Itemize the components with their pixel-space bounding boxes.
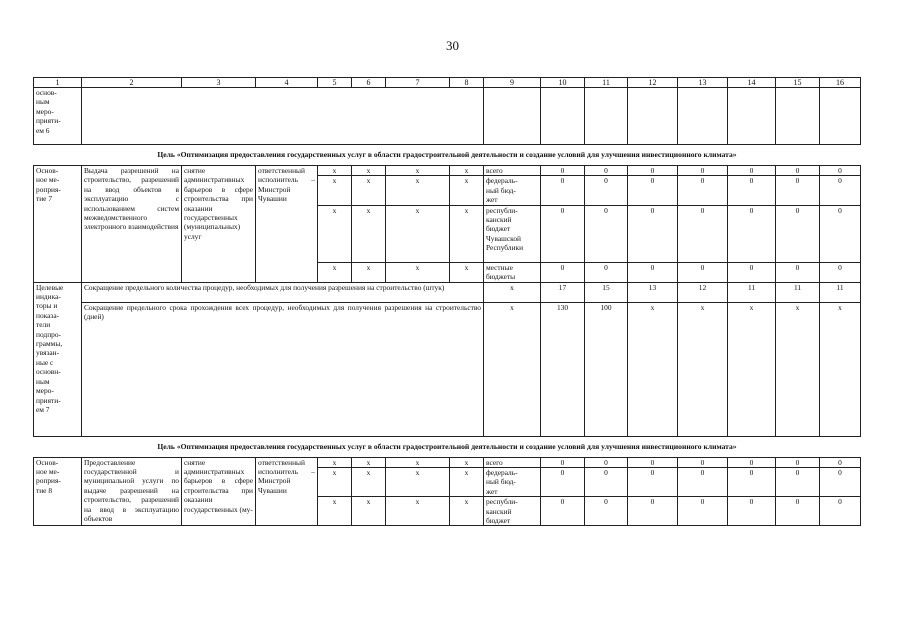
- column-number: 5: [318, 78, 352, 88]
- code-cell: x: [352, 166, 386, 176]
- funding-source: всего: [484, 166, 541, 176]
- value-cell: 0: [776, 205, 820, 262]
- indicator-row: [34, 282, 861, 302]
- value-cell: 0: [820, 176, 861, 205]
- code-cell: x: [450, 176, 484, 205]
- code-cell: x: [386, 497, 450, 526]
- indicator-value: 15: [585, 282, 628, 302]
- measure-label: Основ- ное ме- роприя- тие 7: [34, 166, 82, 283]
- value-cell: 0: [628, 205, 678, 262]
- value-cell: 0: [678, 468, 728, 497]
- code-cell: x: [450, 497, 484, 526]
- value-cell: 0: [776, 457, 820, 467]
- code-cell: x: [318, 497, 352, 526]
- code-cell: x: [386, 205, 450, 262]
- value-cell: 0: [585, 468, 628, 497]
- value-cell: 0: [678, 176, 728, 205]
- value-cell: 0: [678, 205, 728, 262]
- indicator-value: 100: [585, 302, 628, 436]
- column-number: 2: [82, 78, 182, 88]
- measure-target: снятие административных барьеров в сфере строительства при оказании государственных (муниципальных) услуг: [182, 166, 256, 283]
- indicator-value: 11: [776, 282, 820, 302]
- indicator-mark: x: [484, 302, 541, 436]
- table-row: [34, 166, 861, 176]
- column-number: 9: [484, 78, 541, 88]
- code-cell: x: [386, 166, 450, 176]
- empty-cell: [82, 88, 484, 145]
- code-cell: x: [318, 176, 352, 205]
- value-cell: 0: [541, 262, 585, 282]
- column-number: 11: [585, 78, 628, 88]
- value-cell: 0: [728, 176, 776, 205]
- goal-row: [34, 145, 861, 166]
- code-cell: x: [318, 262, 352, 282]
- value-cell: 0: [728, 262, 776, 282]
- indicator-value: x: [728, 302, 776, 436]
- indicator-value: 12: [678, 282, 728, 302]
- value-cell: 0: [776, 262, 820, 282]
- value-cell: 0: [728, 205, 776, 262]
- indicator-row: [34, 302, 861, 436]
- column-number: 13: [678, 78, 728, 88]
- code-cell: x: [450, 205, 484, 262]
- value-cell: 0: [541, 205, 585, 262]
- value-cell: 0: [585, 497, 628, 526]
- column-number: 8: [450, 78, 484, 88]
- value-cell: 0: [820, 166, 861, 176]
- measure-name: Предоставление государственной и муниципальной услуги по выдаче разрешений на строительство, разрешений на ввод в эксплуатацию объектов: [82, 457, 182, 526]
- value-cell: 0: [728, 497, 776, 526]
- code-cell: x: [352, 176, 386, 205]
- column-number: 4: [256, 78, 318, 88]
- code-cell: x: [318, 468, 352, 497]
- goal-heading: Цель «Оптимизация предоставления государственных услуг в области градостроительной деятельности и создание условий для улучшения инвестиционного климата»: [34, 436, 861, 457]
- empty-cell: [585, 88, 628, 145]
- value-cell: 0: [585, 262, 628, 282]
- measure-target: снятие административных барьеров в сфере строительства при оказании государственных (му-: [182, 457, 256, 526]
- column-number: 16: [820, 78, 861, 88]
- value-cell: 0: [678, 166, 728, 176]
- indicator-value: 130: [541, 302, 585, 436]
- column-number: 12: [628, 78, 678, 88]
- code-cell: x: [450, 457, 484, 467]
- page-number: 30: [446, 38, 459, 53]
- code-cell: x: [318, 166, 352, 176]
- table-row: [34, 88, 861, 145]
- value-cell: 0: [776, 468, 820, 497]
- code-cell: x: [352, 205, 386, 262]
- measure-label: основ- ным меро- прияти- ем 6: [34, 88, 82, 145]
- value-cell: 0: [628, 468, 678, 497]
- value-cell: 0: [541, 497, 585, 526]
- code-cell: x: [318, 205, 352, 262]
- value-cell: 0: [820, 262, 861, 282]
- code-cell: x: [352, 262, 386, 282]
- measure-label: Основ- ное ме- роприя- тие 8: [34, 457, 82, 526]
- value-cell: 0: [820, 205, 861, 262]
- code-cell: x: [352, 457, 386, 467]
- column-number: 6: [352, 78, 386, 88]
- indicator-value: 13: [628, 282, 678, 302]
- measure-executor: ответственный исполнитель – Минстрой Чувашии: [256, 166, 318, 283]
- measure-name: Выдача разрешений на строительство, разрешений на ввод объектов в эксплуатацию с использованием систем межведомственного электронного взаимодействия: [82, 166, 182, 283]
- value-cell: 0: [628, 457, 678, 467]
- code-cell: x: [318, 457, 352, 467]
- value-cell: 0: [628, 497, 678, 526]
- value-cell: 0: [678, 497, 728, 526]
- indicator-value: 17: [541, 282, 585, 302]
- empty-cell: [678, 88, 728, 145]
- funding-source: республи- канский бюджет: [484, 497, 541, 526]
- value-cell: 0: [585, 205, 628, 262]
- code-cell: x: [450, 468, 484, 497]
- code-cell: x: [386, 457, 450, 467]
- code-cell: x: [386, 262, 450, 282]
- indicator-value: x: [820, 302, 861, 436]
- funding-source: федераль- ный бюд- жет: [484, 176, 541, 205]
- column-number: 14: [728, 78, 776, 88]
- table-row: [34, 457, 861, 467]
- value-cell: 0: [820, 457, 861, 467]
- empty-cell: [820, 88, 861, 145]
- value-cell: 0: [776, 176, 820, 205]
- indicator-text: Сокращение предельного количества процедур, необходимых для получения разрешения на строительство (штук): [82, 282, 484, 302]
- indicator-value: x: [678, 302, 728, 436]
- value-cell: 0: [776, 166, 820, 176]
- value-cell: 0: [678, 262, 728, 282]
- indicator-value: x: [628, 302, 678, 436]
- value-cell: 0: [585, 176, 628, 205]
- empty-cell: [776, 88, 820, 145]
- funding-source: местные бюджеты: [484, 262, 541, 282]
- empty-cell: [628, 88, 678, 145]
- funding-source: республи- канский бюджет Чувашской Республики: [484, 205, 541, 262]
- funding-source: федераль- ный бюд- жет: [484, 468, 541, 497]
- column-number: 15: [776, 78, 820, 88]
- value-cell: 0: [678, 457, 728, 467]
- column-number: 10: [541, 78, 585, 88]
- code-cell: x: [352, 497, 386, 526]
- empty-cell: [541, 88, 585, 145]
- code-cell: x: [386, 176, 450, 205]
- column-number: 1: [34, 78, 82, 88]
- program-table: [33, 77, 861, 526]
- indicators-label: Целевые индика- торы и показа- тели подпро- граммы, увязан- ные с основн- ным меро- прияти- ем 7: [34, 282, 82, 436]
- value-cell: 0: [628, 166, 678, 176]
- value-cell: 0: [728, 457, 776, 467]
- table-header-row: [34, 78, 861, 88]
- goal-row: [34, 436, 861, 457]
- value-cell: 0: [585, 166, 628, 176]
- value-cell: 0: [776, 497, 820, 526]
- funding-source: всего: [484, 457, 541, 467]
- value-cell: 0: [628, 262, 678, 282]
- indicator-text: Сокращение предельного срока прохождения всех процедур, необходимых для получения разрешения на строительство (дней): [82, 302, 484, 436]
- value-cell: 0: [628, 176, 678, 205]
- value-cell: 0: [728, 468, 776, 497]
- value-cell: 0: [541, 457, 585, 467]
- goal-heading: Цель «Оптимизация предоставления государственных услуг в области градостроительной деятельности и создание условий для улучшения инвестиционного климата»: [34, 145, 861, 166]
- value-cell: 0: [541, 468, 585, 497]
- code-cell: x: [352, 468, 386, 497]
- code-cell: x: [450, 166, 484, 176]
- column-number: 7: [386, 78, 450, 88]
- value-cell: 0: [728, 166, 776, 176]
- empty-cell: [728, 88, 776, 145]
- code-cell: x: [386, 468, 450, 497]
- empty-cell: [484, 88, 541, 145]
- indicator-mark: x: [484, 282, 541, 302]
- column-number: 3: [182, 78, 256, 88]
- code-cell: x: [450, 262, 484, 282]
- value-cell: 0: [541, 176, 585, 205]
- value-cell: 0: [541, 166, 585, 176]
- indicator-value: 11: [728, 282, 776, 302]
- value-cell: 0: [820, 468, 861, 497]
- indicator-value: 11: [820, 282, 861, 302]
- measure-executor: ответственный исполнитель – Минстрой Чувашии: [256, 457, 318, 526]
- value-cell: 0: [585, 457, 628, 467]
- indicator-value: x: [776, 302, 820, 436]
- value-cell: 0: [820, 497, 861, 526]
